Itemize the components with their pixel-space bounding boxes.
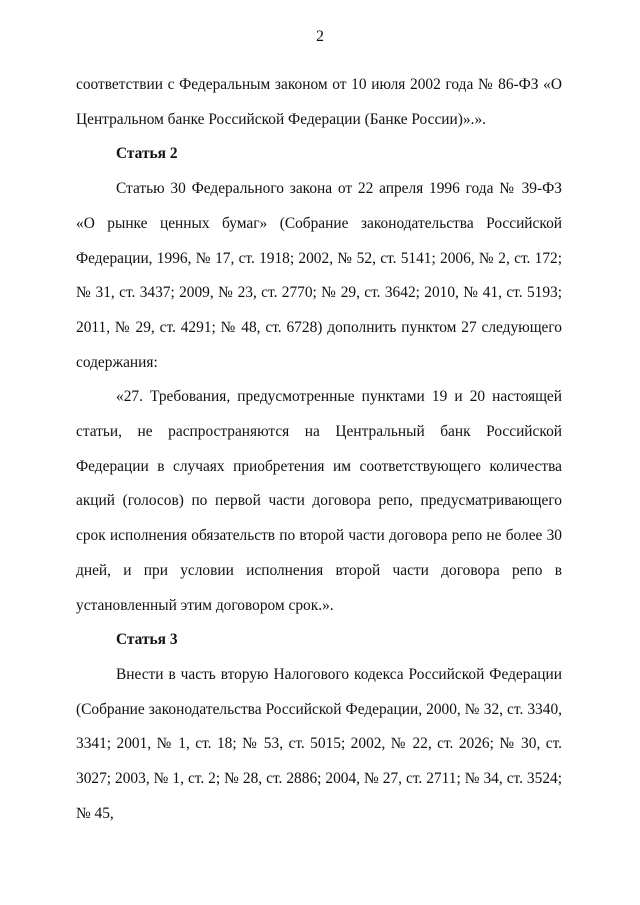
article-2-paragraph: Статью 30 Федерального закона от 22 апреля 1996 года № 39-ФЗ «О рынке ценных бумаг» (Собрание законодательства Российской Федерации, 1996, № 17, ст. 1918; 2002, № 52, ст. 5141; 2006, № 2, ст. 172; № 31, ст. 3437; 2009, № 23, ст. 2770; № 29, ст. 3642; 2010, № 41, ст. 5193; 2011, № 29, ст. 4291; № 48, ст. 6728) дополнить пунктом 27 следующего содержания: bbox=[76, 180, 562, 371]
article-3-heading: Статья 3 bbox=[116, 631, 178, 649]
continuation-paragraph: соответствии с Федеральным законом от 10 июля 2002 года № 86-ФЗ «О Центральном банке Российской Федерации (Банке России)».». bbox=[76, 76, 562, 128]
page-number: 2 bbox=[316, 28, 324, 45]
article-2-quote-paragraph: «27. Требования, предусмотренные пунктами 19 и 20 настоящей статьи, не распространяются на Центральный банк Российской Федерации в случаях приобретения им соответствующего количества акций (голосов) по первой части договора репо, предусматривающего срок исполнения обязательств по второй части договора репо не более 30 дней, и при условии исполнения второй части договора репо в установленный этим договором срок.». bbox=[76, 388, 562, 614]
document-body bbox=[76, 68, 562, 831]
article-2-heading: Статья 2 bbox=[116, 145, 178, 163]
article-3-paragraph: Внести в часть вторую Налогового кодекса Российской Федерации (Собрание законодательства Российской Федерации, 2000, № 32, ст. 3340, 3341; 2001, № 1, ст. 18; № 53, ст. 5015; 2002, № 22, ст. 2026; № 30, ст. 3027; 2003, № 1, ст. 2; № 28, ст. 2886; 2004, № 27, ст. 2711; № 34, ст. 3524; № 45, bbox=[76, 665, 562, 822]
